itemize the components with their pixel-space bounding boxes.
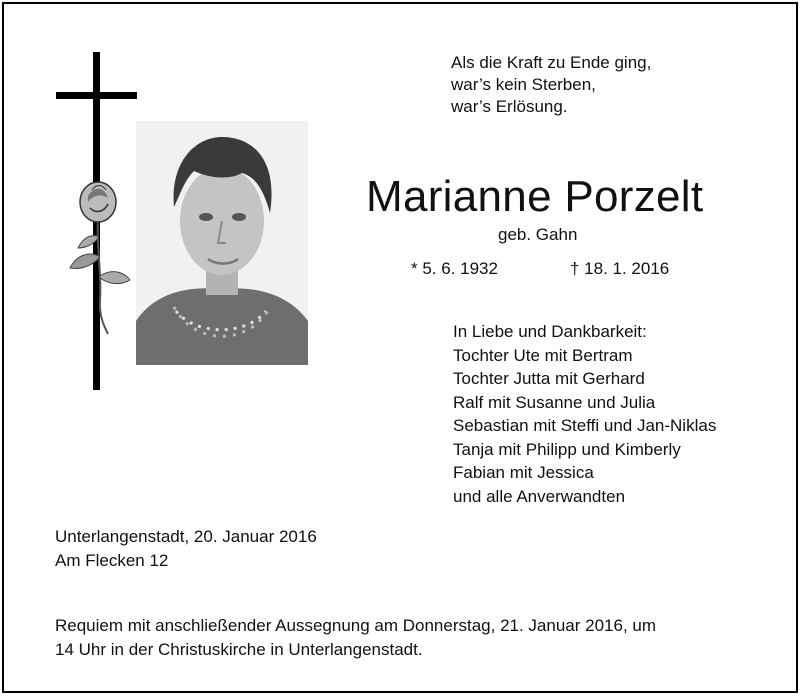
mourners-line: Sebastian mit Steffi und Jan-Niklas <box>453 416 717 435</box>
mourners-line: Tochter Ute mit Bertram <box>453 345 633 365</box>
mourners-list <box>453 320 716 508</box>
mourners-line: Tochter Jutta mit Gerhard <box>453 369 645 388</box>
street-address: Am Flecken 12 <box>55 551 169 570</box>
maiden-name: geb. Gahn <box>498 225 578 244</box>
rose-icon <box>62 176 134 336</box>
poem <box>451 52 651 118</box>
poem-line: Als die Kraft zu Ende ging, <box>451 53 652 72</box>
portrait-photo <box>136 121 308 365</box>
requiem-notice <box>55 614 775 662</box>
requiem-line: 14 Uhr in der Christuskirche in Unterlangenstadt. <box>55 640 423 659</box>
portrait-illustration <box>136 121 308 365</box>
obituary-notice <box>2 2 798 693</box>
poem-line: war’s Erlösung. <box>451 97 568 116</box>
poem-line: war’s kein Sterben, <box>451 75 596 94</box>
deceased-name: Marianne Porzelt <box>366 172 704 221</box>
place-and-date: Unterlangenstadt, 20. Januar 2016 <box>55 527 317 546</box>
mourners-line: und alle Anverwandten <box>453 486 626 506</box>
mourners-line: In Liebe und Dankbarkeit: <box>453 322 647 341</box>
cross-horizontal-beam <box>56 92 137 99</box>
mourners-line: Ralf mit Susanne und Julia <box>453 392 656 412</box>
death-date: † 18. 1. 2016 <box>570 259 670 278</box>
birth-date: * 5. 6. 1932 <box>411 259 498 278</box>
mourners-line: Tanja mit Philipp und Kimberly <box>453 439 681 459</box>
requiem-line: Requiem mit anschließender Aussegnung am Donnerstag, 21. Januar 2016, um <box>55 616 657 635</box>
mourners-line: Fabian mit Jessica <box>453 463 594 482</box>
address-block <box>55 525 317 573</box>
